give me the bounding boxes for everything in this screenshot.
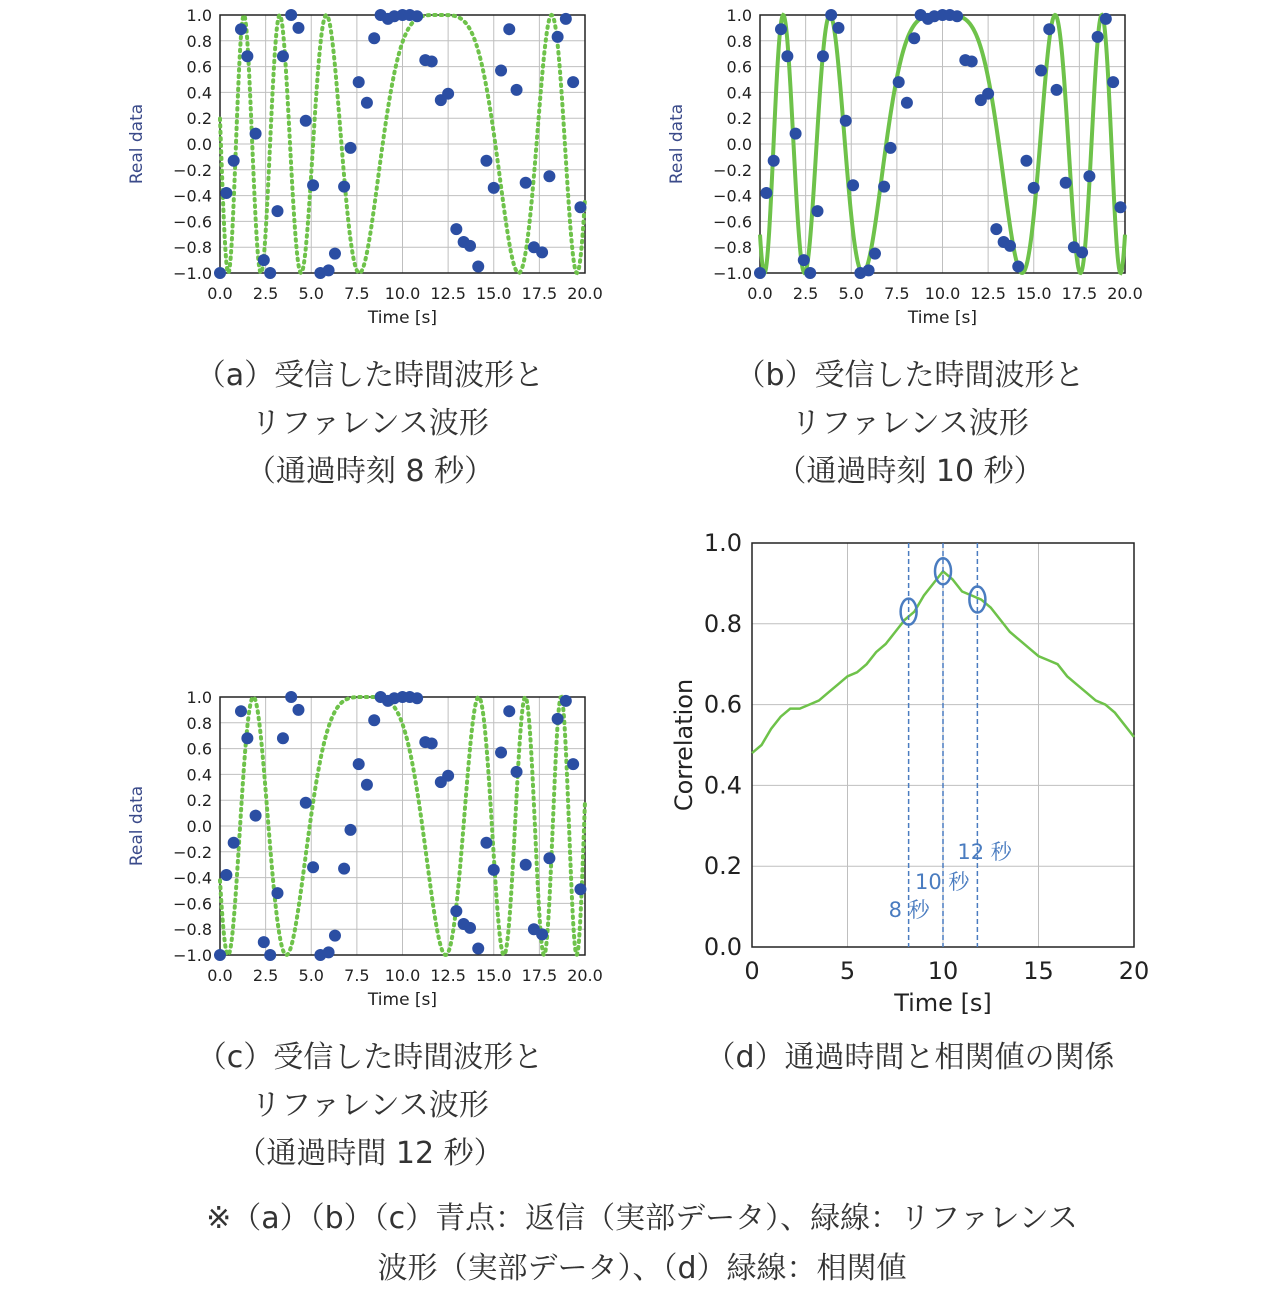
data-point [368, 32, 380, 44]
data-point [511, 84, 523, 96]
data-point [1035, 64, 1047, 76]
data-point [884, 142, 896, 154]
chart-a [120, 0, 620, 340]
caption-c-line-3: （通過時間 12 秒） [236, 1136, 504, 1171]
data-point [285, 691, 297, 703]
data-point [804, 267, 816, 279]
y-tick-label: 0.2 [186, 109, 212, 129]
caption-c-line-1: （c）受信した時間波形と [196, 1040, 544, 1075]
data-point [329, 248, 341, 260]
caption-c [140, 1034, 600, 1178]
data-point [250, 810, 262, 822]
data-point [353, 76, 365, 88]
data-point [228, 155, 240, 167]
data-point [511, 766, 523, 778]
data-point [1028, 182, 1040, 194]
y-tick-label: 0.4 [703, 771, 742, 800]
data-point [361, 779, 373, 791]
data-point [951, 10, 963, 22]
y-tick-label: 0.4 [726, 83, 752, 103]
data-point [878, 181, 890, 193]
marker-label: 8 秒 [888, 898, 930, 922]
data-point [271, 887, 283, 899]
plot-area [667, 6, 1143, 328]
data-point [982, 88, 994, 100]
x-tick-label: 15.0 [475, 284, 512, 303]
x-axis-label: Time [s] [367, 308, 438, 328]
data-point [353, 758, 365, 770]
data-point [338, 863, 350, 875]
x-tick-label: 12.5 [970, 284, 1006, 303]
data-point [536, 928, 548, 940]
data-point [285, 9, 297, 21]
y-tick-label: 0.8 [186, 713, 212, 733]
caption-c-line-2: リファレンス波形 [251, 1088, 489, 1123]
data-point [520, 859, 532, 871]
data-point [863, 264, 875, 276]
caption-d [660, 1034, 1160, 1082]
x-tick-label: 20 [1118, 957, 1150, 985]
x-tick-label: 20.0 [567, 284, 603, 303]
y-tick-label: 0.0 [726, 135, 752, 154]
data-point [1083, 170, 1095, 182]
caption-a-line-1: （a）受信した時間波形と [195, 358, 545, 393]
x-tick-label: 0.0 [747, 284, 773, 303]
y-axis-label: Correlation [670, 678, 698, 812]
y-tick-label: 0.6 [726, 57, 752, 77]
chart-d [660, 528, 1160, 1028]
data-point [235, 705, 247, 717]
data-point [869, 248, 881, 260]
y-tick-label: 0.8 [703, 609, 742, 638]
caption-d-line-1: （d）通過時間と相関値の関係 [705, 1040, 1115, 1075]
x-axis-label: Time [s] [894, 989, 992, 1017]
data-point [344, 824, 356, 836]
data-point [775, 23, 787, 35]
data-point [574, 883, 586, 895]
data-point [464, 922, 476, 934]
data-point [235, 23, 247, 35]
x-tick-label: 12.5 [430, 966, 466, 985]
data-point [450, 223, 462, 235]
y-tick-label: −1.0 [173, 946, 212, 965]
x-tick-label: 5 [839, 957, 856, 985]
data-point [901, 97, 913, 109]
x-tick-label: 10.0 [384, 284, 421, 303]
caption-b-line-3: （通過時刻 10 秒） [776, 454, 1044, 489]
y-tick-label: 0.6 [703, 690, 742, 719]
y-tick-label: −1.0 [173, 264, 212, 283]
data-point [426, 737, 438, 749]
y-tick-label: 0.0 [186, 135, 212, 154]
x-tick-label: 0 [744, 957, 760, 985]
x-tick-label: 20.0 [1107, 284, 1143, 303]
y-tick-label: 1.0 [186, 688, 212, 707]
data-point [450, 905, 462, 917]
x-tick-label: 7.5 [884, 284, 910, 303]
data-point [560, 13, 572, 25]
data-point [472, 943, 484, 955]
data-point [832, 22, 844, 34]
data-point [840, 115, 852, 127]
caption-a [140, 352, 600, 496]
y-tick-label: 0.0 [703, 933, 742, 961]
caption-a-line-3: （通過時刻 8 秒） [245, 454, 495, 489]
chart-c [120, 682, 620, 1022]
data-point [536, 246, 548, 258]
data-point [990, 223, 1002, 235]
data-point [300, 115, 312, 127]
data-point [1051, 84, 1063, 96]
x-tick-label: 5.0 [298, 284, 324, 303]
y-tick-label: −0.2 [173, 842, 212, 862]
x-tick-label: 12.5 [430, 284, 466, 303]
x-tick-label: 15 [1023, 957, 1054, 985]
data-point [790, 128, 802, 140]
y-tick-label: −0.8 [173, 238, 212, 258]
data-point [241, 732, 253, 744]
data-point [426, 55, 438, 67]
data-point [488, 182, 500, 194]
data-point [241, 50, 253, 62]
y-tick-label: 0.4 [186, 765, 212, 785]
y-tick-label: −0.4 [713, 186, 752, 206]
data-point [228, 837, 240, 849]
x-tick-label: 7.5 [344, 284, 370, 303]
x-axis-label: Time [s] [367, 990, 438, 1010]
footnote-line-1: ※（a）（b）（c）青点：返信（実部データ）、緑線：リファレンス [206, 1201, 1078, 1236]
caption-b [680, 352, 1140, 496]
y-axis-label: Real data [127, 785, 147, 867]
y-tick-label: 1.0 [186, 6, 212, 25]
y-tick-label: −0.8 [713, 238, 752, 258]
data-point [1020, 155, 1032, 167]
data-point [307, 861, 319, 873]
x-tick-label: 5.0 [298, 966, 324, 985]
data-point [560, 695, 572, 707]
data-point [495, 64, 507, 76]
data-point [307, 179, 319, 191]
data-point [480, 155, 492, 167]
y-tick-label: −0.4 [173, 186, 212, 206]
data-point [543, 170, 555, 182]
data-point [847, 179, 859, 191]
data-point [442, 88, 454, 100]
data-point [552, 31, 564, 43]
chart-b [660, 0, 1160, 340]
x-tick-label: 0.0 [207, 284, 233, 303]
y-tick-label: −0.2 [173, 160, 212, 180]
y-tick-label: 0.8 [726, 31, 752, 51]
plot-area [670, 529, 1149, 1017]
data-point [258, 254, 270, 266]
y-tick-label: 0.0 [186, 817, 212, 836]
data-point [480, 837, 492, 849]
data-point [811, 205, 823, 217]
y-tick-label: 0.2 [703, 852, 742, 881]
data-point [220, 187, 232, 199]
y-tick-label: 1.0 [703, 529, 742, 557]
x-tick-label: 10 [927, 957, 959, 985]
y-tick-label: −0.4 [173, 868, 212, 888]
data-point [472, 261, 484, 273]
footnote-line-2: 波形（実部データ）、（d）緑線：相関値 [377, 1251, 907, 1286]
data-point [1092, 31, 1104, 43]
y-tick-label: −0.2 [713, 160, 752, 180]
data-point [908, 32, 920, 44]
data-point [574, 201, 586, 213]
data-point [220, 869, 232, 881]
data-point [798, 254, 810, 266]
caption-b-line-2: リファレンス波形 [791, 406, 1029, 441]
x-tick-label: 20.0 [567, 966, 603, 985]
data-point [495, 746, 507, 758]
data-point [264, 949, 276, 961]
data-point [893, 76, 905, 88]
data-point [292, 22, 304, 34]
x-tick-label: 17.5 [521, 284, 558, 303]
y-tick-label: 0.6 [186, 739, 212, 759]
data-point [552, 713, 564, 725]
data-point [825, 9, 837, 21]
data-point [781, 50, 793, 62]
x-tick-label: 2.5 [252, 966, 279, 985]
data-point [300, 797, 312, 809]
marker-label: 12 秒 [957, 840, 1012, 864]
x-tick-label: 17.5 [1061, 284, 1098, 303]
data-point [488, 864, 500, 876]
x-tick-label: 10.0 [924, 284, 961, 303]
data-point [817, 50, 829, 62]
x-tick-label: 17.5 [521, 966, 558, 985]
data-point [503, 705, 515, 717]
x-tick-label: 15.0 [475, 966, 512, 985]
data-point [1043, 23, 1055, 35]
footnote [60, 1194, 1224, 1294]
data-point [264, 267, 276, 279]
data-point [1076, 246, 1088, 258]
caption-a-line-2: リファレンス波形 [251, 406, 489, 441]
caption-b-line-1: （b）受信した時間波形と [735, 358, 1085, 393]
data-point [567, 76, 579, 88]
data-point [1114, 201, 1126, 213]
data-point [1004, 240, 1016, 252]
data-point [543, 852, 555, 864]
data-point [520, 177, 532, 189]
data-point [214, 949, 226, 961]
data-point [411, 692, 423, 704]
data-point [760, 187, 772, 199]
y-tick-label: −0.6 [713, 212, 752, 232]
y-axis-label: Real data [127, 103, 147, 185]
y-tick-label: 0.2 [726, 109, 752, 129]
x-tick-label: 10.0 [384, 966, 421, 985]
y-tick-label: 1.0 [726, 6, 752, 25]
data-point [768, 155, 780, 167]
data-point [323, 264, 335, 276]
data-point [277, 732, 289, 744]
data-point [250, 128, 262, 140]
x-tick-label: 2.5 [252, 284, 279, 303]
data-point [1107, 76, 1119, 88]
data-point [503, 23, 515, 35]
y-tick-label: 0.8 [186, 31, 212, 51]
data-point [464, 240, 476, 252]
x-tick-label: 5.0 [838, 284, 864, 303]
data-point [329, 930, 341, 942]
x-tick-label: 15.0 [1015, 284, 1052, 303]
data-point [411, 10, 423, 22]
data-point [754, 267, 766, 279]
data-point [1012, 261, 1024, 273]
y-tick-label: 0.6 [186, 57, 212, 77]
data-point [292, 704, 304, 716]
data-point [323, 946, 335, 958]
data-point [338, 181, 350, 193]
data-point [271, 205, 283, 217]
x-tick-label: 2.5 [792, 284, 819, 303]
data-point [214, 267, 226, 279]
x-tick-label: 0.0 [207, 966, 233, 985]
x-axis-label: Time [s] [907, 308, 978, 328]
y-tick-label: −0.6 [173, 894, 212, 914]
data-point [442, 770, 454, 782]
y-axis-label: Real data [667, 103, 687, 185]
data-point [567, 758, 579, 770]
plot-area [127, 688, 603, 1010]
data-point [344, 142, 356, 154]
data-point [1060, 177, 1072, 189]
data-point [277, 50, 289, 62]
y-tick-label: 0.4 [186, 83, 212, 103]
data-point [258, 936, 270, 948]
data-point [966, 55, 978, 67]
plot-area [127, 6, 603, 328]
x-tick-label: 7.5 [344, 966, 370, 985]
y-tick-label: −0.8 [173, 920, 212, 940]
data-point [368, 714, 380, 726]
marker-label: 10 秒 [915, 870, 970, 894]
data-point [1100, 13, 1112, 25]
data-point [361, 97, 373, 109]
y-tick-label: 0.2 [186, 791, 212, 811]
y-tick-label: −0.6 [173, 212, 212, 232]
y-tick-label: −1.0 [713, 264, 752, 283]
